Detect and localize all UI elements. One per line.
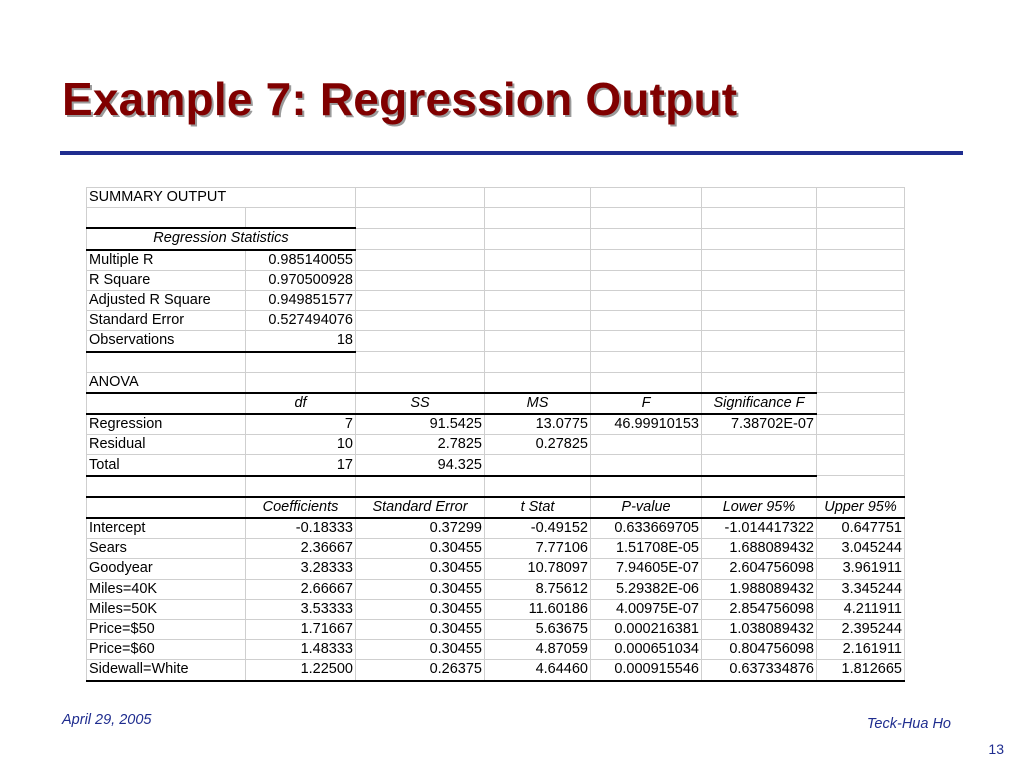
coef-t-stat: 5.63675 (485, 619, 591, 639)
blank-row (87, 208, 905, 229)
coef-value: 3.53333 (246, 599, 356, 619)
stat-row (87, 270, 905, 290)
coef-upper-95: 3.045244 (817, 539, 905, 559)
page-number: 13 (988, 741, 1004, 757)
coef-value: -0.18333 (246, 518, 356, 539)
coef-t-stat: 10.78097 (485, 559, 591, 579)
coef-lower-95: 1.688089432 (702, 539, 817, 559)
coef-lower-95: 0.637334876 (702, 660, 817, 681)
coef-header-upper-95: Upper 95% (817, 497, 905, 518)
anova-f: 46.99910153 (591, 414, 702, 435)
stat-value: 0.985140055 (246, 250, 356, 271)
coef-row (87, 579, 905, 599)
anova-header-row (87, 393, 905, 414)
anova-df: 10 (246, 435, 356, 455)
coef-value: 1.71667 (246, 619, 356, 639)
stat-label: R Square (87, 270, 246, 290)
coef-value: 1.48333 (246, 640, 356, 660)
coef-p-value: 0.633669705 (591, 518, 702, 539)
coef-header-row (87, 497, 905, 518)
regression-stats-header: Regression Statistics (87, 228, 356, 249)
coef-standard-error: 0.26375 (356, 660, 485, 681)
coef-row (87, 559, 905, 579)
summary-title-row (87, 188, 905, 208)
slide-title: Example 7: Regression Output (62, 73, 738, 125)
stat-row (87, 290, 905, 310)
anova-row-label: Total (87, 455, 246, 476)
coef-p-value: 7.94605E-07 (591, 559, 702, 579)
stat-label: Observations (87, 331, 246, 352)
coef-row-label: Goodyear (87, 559, 246, 579)
coef-p-value: 4.00975E-07 (591, 599, 702, 619)
anova-header-significance-f: Significance F (702, 393, 817, 414)
coef-row (87, 640, 905, 660)
anova-header-ss: SS (356, 393, 485, 414)
stat-value: 18 (246, 331, 356, 352)
coef-row-label: Intercept (87, 518, 246, 539)
anova-row (87, 414, 905, 435)
coef-row (87, 619, 905, 639)
coef-t-stat: 4.64460 (485, 660, 591, 681)
coef-row (87, 660, 905, 681)
coef-row-label: Sears (87, 539, 246, 559)
stat-value: 0.970500928 (246, 270, 356, 290)
coef-row (87, 518, 905, 539)
anova-row (87, 435, 905, 455)
coef-upper-95: 1.812665 (817, 660, 905, 681)
anova-ms: 0.27825 (485, 435, 591, 455)
anova-title: ANOVA (87, 372, 246, 393)
coef-value: 1.22500 (246, 660, 356, 681)
coef-upper-95: 2.395244 (817, 619, 905, 639)
coef-standard-error: 0.30455 (356, 599, 485, 619)
regression-output-table (86, 187, 905, 682)
coef-header-p-value: P-value (591, 497, 702, 518)
coef-lower-95: 1.988089432 (702, 579, 817, 599)
coef-standard-error: 0.30455 (356, 640, 485, 660)
coef-lower-95: 0.804756098 (702, 640, 817, 660)
coef-t-stat: -0.49152 (485, 518, 591, 539)
anova-ss: 2.7825 (356, 435, 485, 455)
coef-row (87, 539, 905, 559)
coef-t-stat: 8.75612 (485, 579, 591, 599)
coef-row-label: Price=$50 (87, 619, 246, 639)
stat-row (87, 311, 905, 331)
stat-label: Standard Error (87, 311, 246, 331)
summary-title: SUMMARY OUTPUT (87, 188, 356, 208)
coef-t-stat: 11.60186 (485, 599, 591, 619)
anova-df: 7 (246, 414, 356, 435)
stat-row (87, 250, 905, 271)
title-divider (60, 151, 963, 155)
footer-date: April 29, 2005 (62, 712, 152, 728)
coef-upper-95: 3.345244 (817, 579, 905, 599)
coef-value: 3.28333 (246, 559, 356, 579)
coef-header-coefficients: Coefficients (246, 497, 356, 518)
coef-upper-95: 2.161911 (817, 640, 905, 660)
coef-t-stat: 7.77106 (485, 539, 591, 559)
coef-row (87, 599, 905, 619)
coef-header-t-stat: t Stat (485, 497, 591, 518)
coef-lower-95: 2.854756098 (702, 599, 817, 619)
anova-header-df: df (246, 393, 356, 414)
anova-row-label: Residual (87, 435, 246, 455)
anova-ss: 91.5425 (356, 414, 485, 435)
coef-standard-error: 0.30455 (356, 619, 485, 639)
regression-stats-header-row (87, 228, 905, 249)
footer-author: Teck-Hua Ho (866, 716, 951, 732)
anova-row-label: Regression (87, 414, 246, 435)
coef-row-label: Price=$60 (87, 640, 246, 660)
coef-value: 2.36667 (246, 539, 356, 559)
anova-df: 17 (246, 455, 356, 476)
blank-row (87, 352, 905, 373)
coef-standard-error: 0.30455 (356, 559, 485, 579)
coef-lower-95: -1.014417322 (702, 518, 817, 539)
coef-standard-error: 0.30455 (356, 539, 485, 559)
coef-upper-95: 0.647751 (817, 518, 905, 539)
coef-upper-95: 4.211911 (817, 599, 905, 619)
coef-value: 2.66667 (246, 579, 356, 599)
coef-header-lower-95: Lower 95% (702, 497, 817, 518)
coef-standard-error: 0.37299 (356, 518, 485, 539)
coef-p-value: 0.000651034 (591, 640, 702, 660)
stat-label: Multiple R (87, 250, 246, 271)
coef-p-value: 5.29382E-06 (591, 579, 702, 599)
coef-lower-95: 1.038089432 (702, 619, 817, 639)
coef-lower-95: 2.604756098 (702, 559, 817, 579)
anova-header-f: F (591, 393, 702, 414)
coef-row-label: Sidewall=White (87, 660, 246, 681)
anova-ms: 13.0775 (485, 414, 591, 435)
anova-ss: 94.325 (356, 455, 485, 476)
coef-p-value: 0.000216381 (591, 619, 702, 639)
coef-row-label: Miles=40K (87, 579, 246, 599)
coef-row-label: Miles=50K (87, 599, 246, 619)
coef-upper-95: 3.961911 (817, 559, 905, 579)
coef-header-standard-error: Standard Error (356, 497, 485, 518)
anova-significance-f: 7.38702E-07 (702, 414, 817, 435)
anova-title-row (87, 372, 905, 393)
coef-p-value: 1.51708E-05 (591, 539, 702, 559)
stat-value: 0.949851577 (246, 290, 356, 310)
blank-row (87, 476, 905, 497)
coef-standard-error: 0.30455 (356, 579, 485, 599)
stat-label: Adjusted R Square (87, 290, 246, 310)
anova-row (87, 455, 905, 476)
anova-header-ms: MS (485, 393, 591, 414)
coef-t-stat: 4.87059 (485, 640, 591, 660)
stat-value: 0.527494076 (246, 311, 356, 331)
stat-row (87, 331, 905, 352)
coef-p-value: 0.000915546 (591, 660, 702, 681)
